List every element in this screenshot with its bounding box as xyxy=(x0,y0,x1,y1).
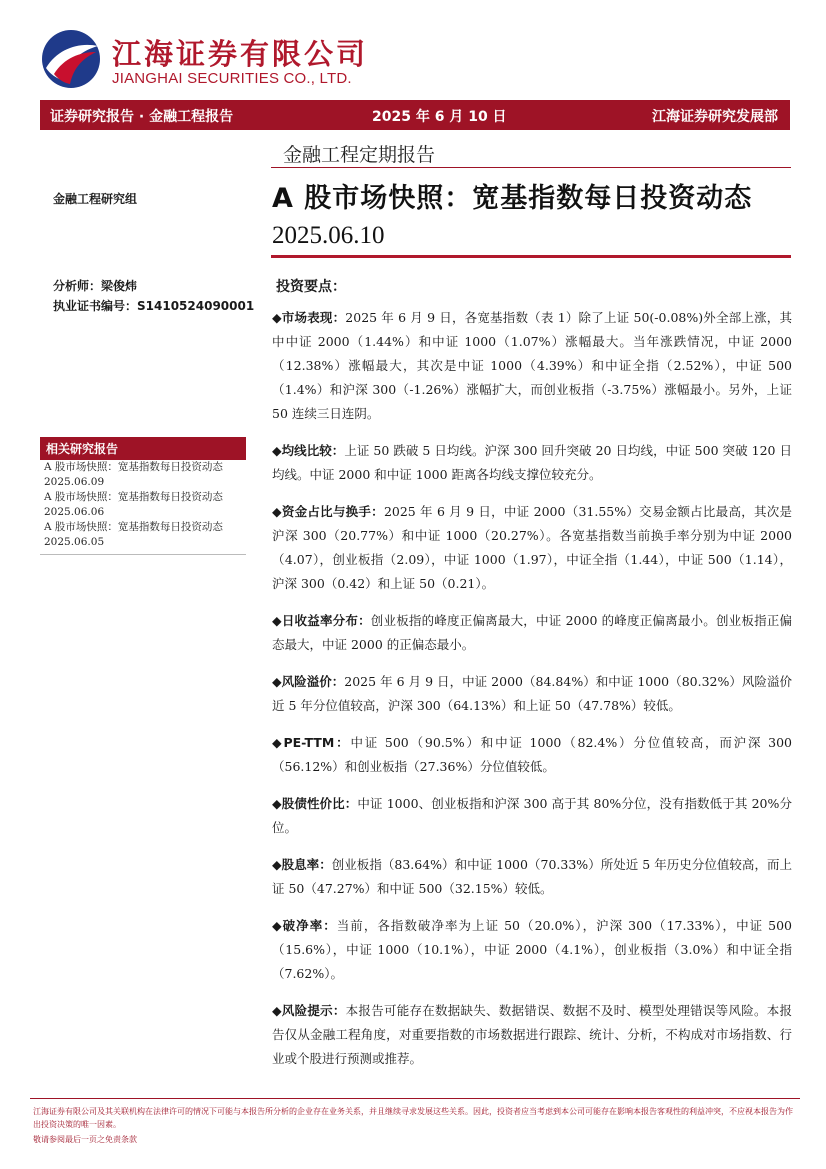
analyst-name: 分析师：梁俊炜 xyxy=(53,279,138,293)
key-point-label: ◆均线比较： xyxy=(272,443,345,458)
key-point xyxy=(272,500,792,596)
key-point-label: ◆股息率： xyxy=(272,857,332,872)
jianghai-logo-icon xyxy=(40,28,102,90)
company-logo xyxy=(40,28,369,92)
research-group: 金融工程研究组 xyxy=(53,192,138,206)
key-point xyxy=(272,853,792,901)
divider xyxy=(271,167,791,168)
footer-divider xyxy=(30,1098,800,1099)
banner-department: 江海证券研究发展部 xyxy=(652,109,778,125)
key-point-label: ◆风险溢价： xyxy=(272,674,345,689)
key-point-label: ◆股债性价比： xyxy=(272,796,358,811)
key-point xyxy=(272,439,792,487)
key-point xyxy=(272,999,792,1071)
key-point xyxy=(272,670,792,718)
analyst-cert-number: 执业证书编号：S1410524090001 xyxy=(53,299,255,313)
banner-date: 2025 年 6 月 10 日 xyxy=(372,109,507,125)
key-point-text: 当前，各指数破净率为上证 50（20.0%），沪深 300（17.33%），中证 500（15.6%），中证 1000（10.1%），中证 2000（4.1%），创业板指（3.0%）和中证全指（7.62%）。 xyxy=(272,918,792,981)
key-point-text: 本报告可能存在数据缺失、数据错误、数据不及时、模型处理错误等风险。本报告仅从金融工程角度，对重要指数的市场数据进行跟踪、统计、分析，不构成对市场指数、行业或个股进行预测或推荐。 xyxy=(272,1003,792,1066)
key-point-label: ◆破净率： xyxy=(272,918,337,933)
footer-notice: 敬请参阅最后一页之免责条款 xyxy=(33,1135,137,1144)
company-name-en: JIANGHAI SECURITIES CO., LTD. xyxy=(112,70,352,87)
key-point-text: 2025 年 6 月 9 日，各宽基指数（表 1）除了上证 50(-0.08%)外全部上涨，其中中证 2000（1.44%）和中证 1000（1.07%）涨幅最大。当年涨跌情况，中证 2000（12.38%）涨幅最大，其次是中证 1000（4.39%）和中证全指（2.52%），中证 500（1.4%）和沪深 300（-1.26%）涨幅扩大，而创业板指（-3.75%）涨幅最小。另外，上证 50 连续三日连阴。 xyxy=(272,310,792,421)
related-reports-title: 相关研究报告 xyxy=(40,437,246,460)
related-report-link[interactable]: A 股市场快照：宽基指数每日投资动态 2025.06.05 xyxy=(44,521,223,548)
key-point-label: ◆日收益率分布： xyxy=(272,613,371,628)
key-point-text: 中证 500（90.5%）和中证 1000（82.4%）分位值较高，而沪深 300（56.12%）和创业板指（27.36%）分位值较低。 xyxy=(272,735,792,774)
key-point-label: ◆市场表现： xyxy=(272,310,346,325)
key-point xyxy=(272,914,792,986)
key-point xyxy=(272,731,792,779)
key-point-text: 2025 年 6 月 9 日，中证 2000（31.55%）交易金额占比最高，其次是沪深 300（20.77%）和中证 1000（20.27%）。各宽基指数当前换手率分别为中证 2000（4.07），创业板指（2.09），中证 1000（1.97），中证全指（1.44），中证 500（1.14），沪深 300（0.42）和上证 50（0.21）。 xyxy=(272,504,792,591)
key-point xyxy=(272,306,792,426)
key-point-label: ◆资金占比与换手： xyxy=(272,504,384,519)
footer-disclaimer: 江海证券有限公司及其关联机构在法律许可的情况下可能与本报告所分析的企业存在业务关系，并且继续寻求发展这些关系。因此，投资者应当考虑到本公司可能存在影响本报告客观性的利益冲突，不应视本报告为作出投资决策的唯一因素。 xyxy=(33,1107,793,1129)
divider xyxy=(271,255,791,258)
related-report-link[interactable]: A 股市场快照：宽基指数每日投资动态 2025.06.09 xyxy=(44,461,223,488)
related-report-link[interactable]: A 股市场快照：宽基指数每日投资动态 2025.06.06 xyxy=(44,491,223,518)
company-name-cn: 江海证券有限公司 xyxy=(112,37,369,71)
report-title: A 股市场快照：宽基指数每日投资动态 xyxy=(272,183,753,214)
divider xyxy=(40,554,246,555)
report-subtitle: 金融工程定期报告 xyxy=(283,144,436,166)
report-banner xyxy=(40,100,790,130)
key-point-text: 上证 50 跌破 5 日均线。沪深 300 回升突破 20 日均线，中证 500 突破 120 日均线。中证 2000 和中证 1000 距离各均线支撑位较充分。 xyxy=(272,443,792,482)
key-point-text: 创业板指（83.64%）和中证 1000（70.33%）所处近 5 年历史分位值较高，而上证 50（47.27%）和中证 500（32.15%）较低。 xyxy=(272,857,792,896)
report-title-date: 2025.06.10 xyxy=(272,222,385,249)
banner-report-type: 证券研究报告 · 金融工程报告 xyxy=(50,109,234,125)
key-point-label: ◆风险提示： xyxy=(272,1003,346,1018)
key-point-text: 2025 年 6 月 9 日，中证 2000（84.84%）和中证 1000（80.32%）风险溢价近 5 年分位值较高，沪深 300（64.13%）和上证 50（47.78%）较低。 xyxy=(272,674,792,713)
key-point xyxy=(272,792,792,840)
key-point-label: ◆PE-TTM： xyxy=(272,735,351,750)
key-point xyxy=(272,609,792,657)
key-point-text: 创业板指的峰度正偏离最大，中证 2000 的峰度正偏离最小。创业板指正偏态最大，中证 2000 的正偏态最小。 xyxy=(272,613,792,652)
key-points-list xyxy=(272,306,792,1084)
related-reports xyxy=(40,437,246,555)
key-point-text: 中证 1000、创业板指和沪深 300 高于其 80%分位，没有指数低于其 20%分位。 xyxy=(272,796,792,835)
key-points-title: 投资要点： xyxy=(276,279,346,295)
